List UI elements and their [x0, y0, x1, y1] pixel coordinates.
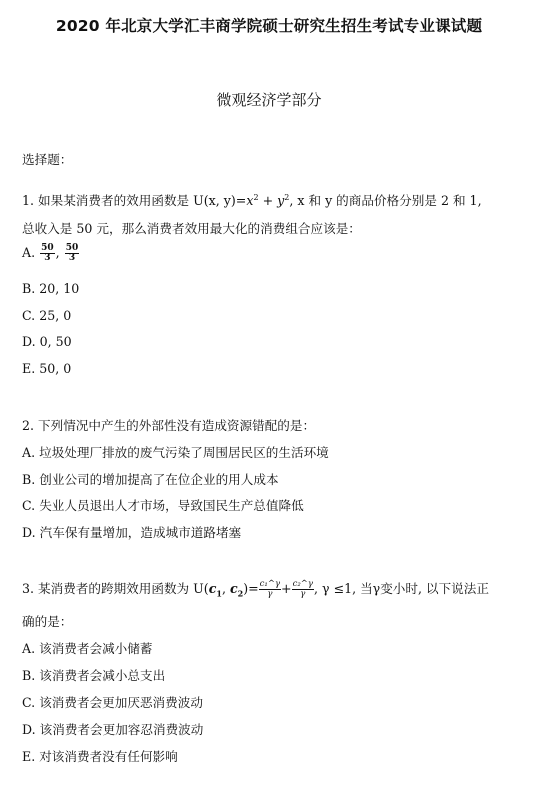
- q1-option-a-sep: ,: [55, 245, 60, 260]
- frac-denominator: γ: [267, 589, 273, 599]
- q2-stem: 2. 下列情况中产生的外部性没有造成资源错配的是：: [22, 418, 316, 433]
- section-title: 微观经济学部分: [216, 91, 322, 109]
- q1-math-exp: 2: [253, 192, 259, 202]
- frac-denominator: 3: [44, 253, 51, 263]
- q1-stem-line2: 总收入是 50 元，那么消费者效用最大化的消费组合应该是：: [22, 221, 361, 236]
- q3-frac-2: [292, 580, 314, 599]
- q1-option-e: E. 50, 0: [22, 361, 72, 376]
- q3-math-c2-sub: 2: [237, 588, 244, 599]
- q2-option-c: C. 失业人员退出人才市场，导致国民生产总值降低: [22, 498, 304, 513]
- q1-option-d: D. 0, 50: [22, 334, 72, 349]
- q1-stem-text-2: , x 和 y 的商品价格分别是 2 和 1,: [289, 193, 482, 208]
- q2-option-b: B. 创业公司的增加提高了在位企业的用人成本: [22, 472, 279, 487]
- q3-math-plus: +: [281, 581, 292, 596]
- q3-option-b: B. 该消费者会减小总支出: [22, 668, 166, 683]
- q3-option-e: E. 对该消费者没有任何影响: [22, 749, 178, 764]
- q1-option-a-frac-2: [65, 244, 80, 263]
- q3-math-c1-sub: 1: [216, 588, 222, 599]
- q2-option-a: A. 垃圾处理厂排放的废气污染了周围居民区的生活环境: [22, 445, 329, 460]
- q1-option-a-label: A.: [22, 245, 36, 260]
- q3-option-a: A. 该消费者会减小储蓄: [22, 641, 153, 656]
- page-title: 2020 年北京大学汇丰商学院硕士研究生招生考试专业课试题: [55, 17, 483, 35]
- q3-stem-line2: 确的是：: [22, 614, 73, 629]
- q3-option-c: C. 该消费者会更加厌恶消费波动: [22, 695, 203, 710]
- frac-numerator: c₁^γ: [259, 579, 281, 589]
- q1-stem-line1: [22, 190, 482, 209]
- frac-numerator: 50: [65, 243, 79, 253]
- q1-option-a-frac-1: [40, 244, 55, 263]
- frac-numerator: c₂^γ: [292, 579, 313, 589]
- q3-stem-eq: )=: [243, 581, 259, 596]
- q3-option-d: D. 该消费者会更加容忍消费波动: [22, 722, 204, 737]
- q1-stem-text: 1. 如果某消费者的效用函数是 U(x, y)=: [22, 193, 247, 208]
- q2-option-d: D. 汽车保有量增加，造成城市道路堵塞: [22, 525, 242, 540]
- q3-stem-line1: [22, 578, 489, 599]
- q3-math-comma: ,: [221, 581, 230, 596]
- q1-option-a: [22, 244, 80, 263]
- frac-denominator: 3: [68, 253, 76, 263]
- q3-stem-text-2: , γ ≤1, 当γ变小时, 以下说法正: [313, 581, 489, 596]
- q1-math-x: x: [246, 193, 254, 208]
- q3-math-c2: c: [229, 581, 238, 596]
- q1-math-exp-2: 2: [284, 192, 290, 202]
- q1-option-c: C. 25, 0: [22, 308, 72, 323]
- question-type-label: 选择题：: [22, 152, 73, 167]
- q1-option-b: B. 20, 10: [22, 281, 80, 296]
- q1-math-plus: +: [258, 193, 278, 208]
- q3-stem-text: 3. 某消费者的跨期效用函数为 U(: [22, 581, 209, 596]
- q3-frac-1: [259, 580, 281, 599]
- frac-denominator: γ: [300, 589, 306, 599]
- q1-math-y: y: [277, 193, 285, 208]
- q3-math-c1: c: [208, 581, 217, 596]
- frac-numerator: 50: [41, 243, 54, 253]
